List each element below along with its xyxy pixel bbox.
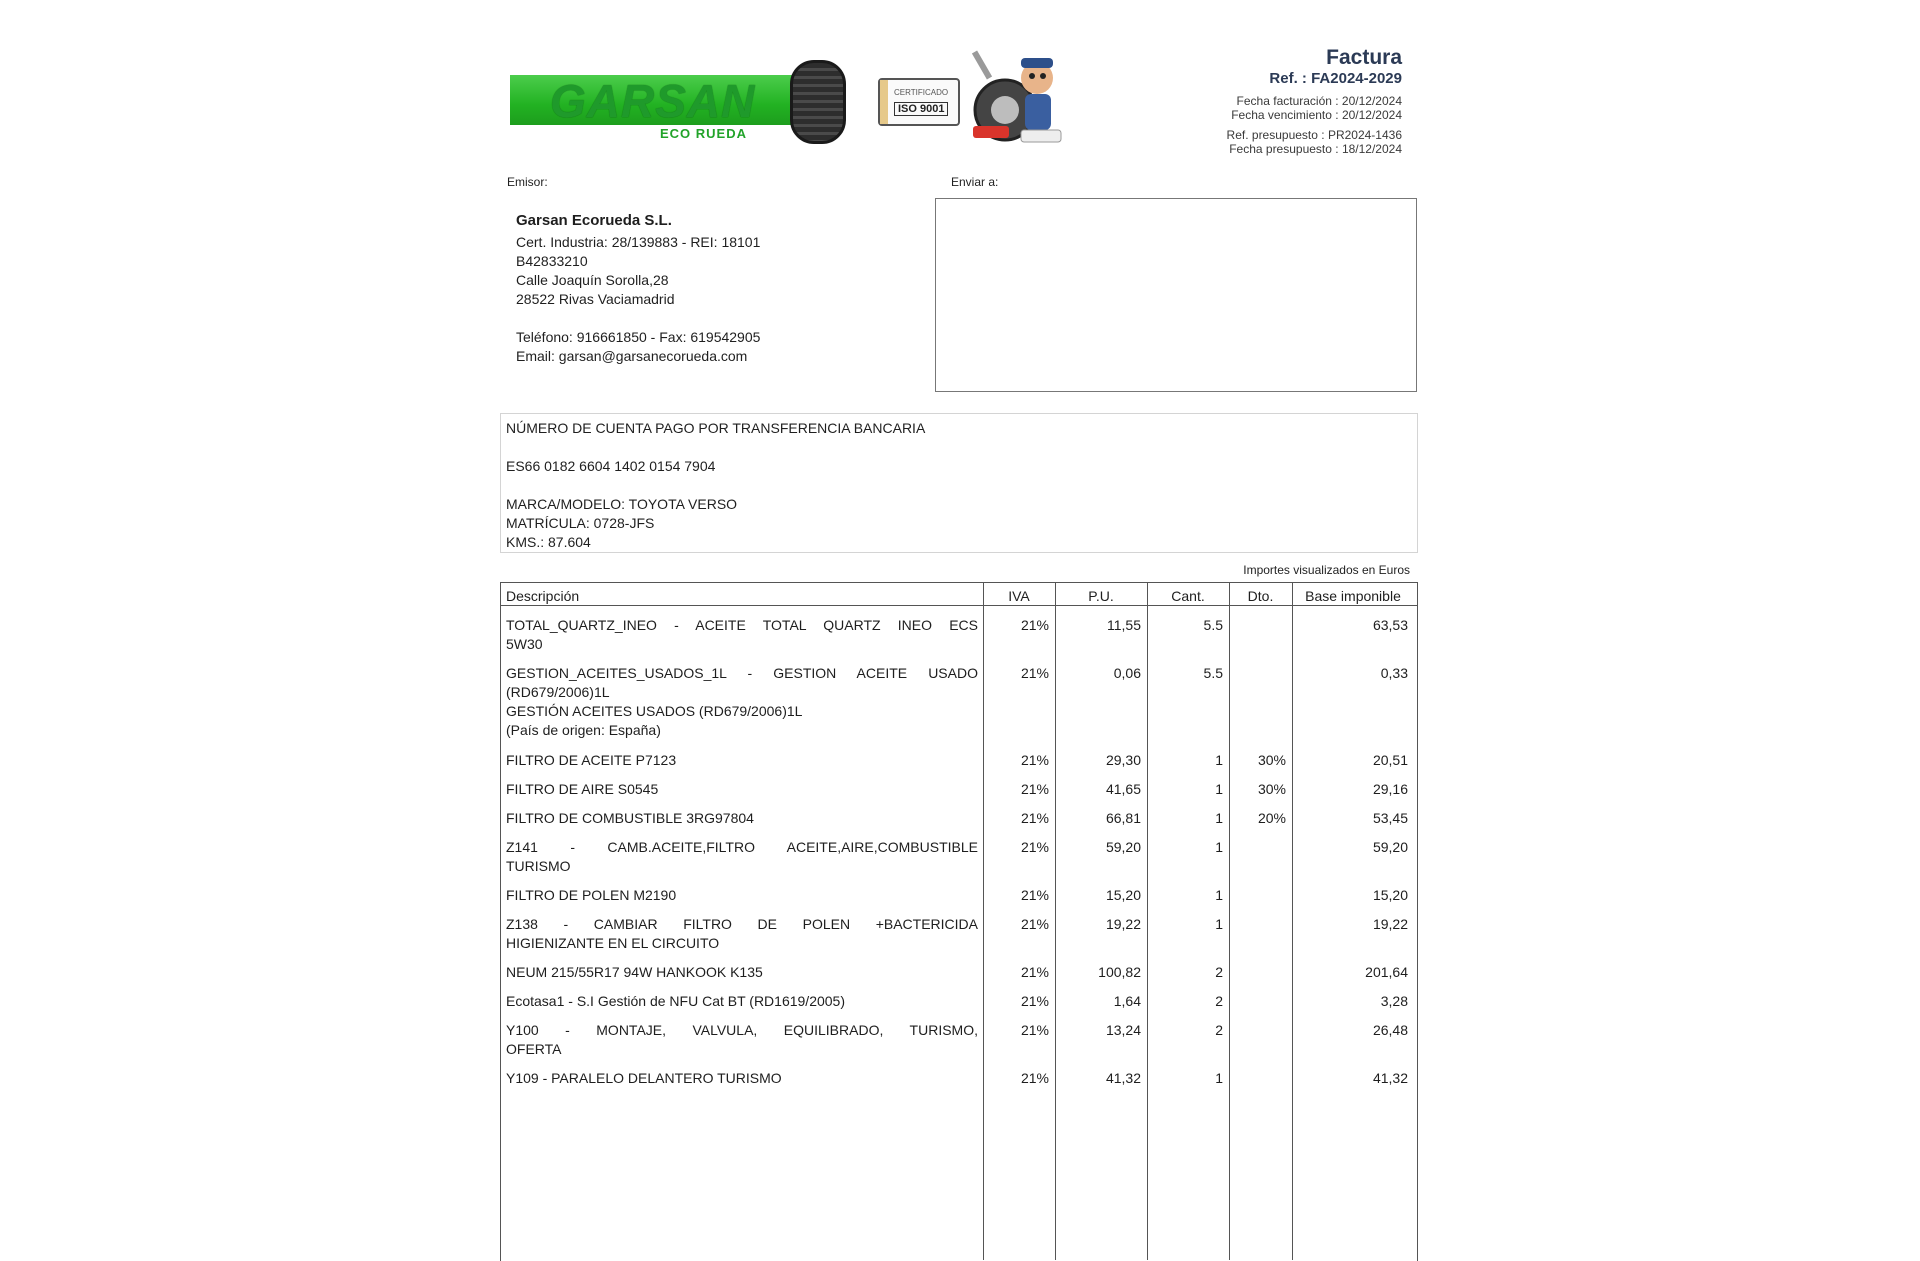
- row-qty: 1: [1215, 810, 1223, 826]
- row-description-line: Y100 - MONTAJE, VALVULA, EQUILIBRADO, TURISMO,: [506, 1022, 978, 1038]
- brand-tagline: ECO RUEDA: [660, 126, 748, 141]
- row-description: [506, 992, 978, 1011]
- row-vat: 21%: [1020, 1070, 1049, 1086]
- row-description-line: Y109 - PARALELO DELANTERO TURISMO: [506, 1070, 782, 1086]
- row-pu: 11,55: [1107, 617, 1141, 633]
- row-qty: 2: [1215, 964, 1223, 980]
- row-qty: 2: [1215, 993, 1223, 1009]
- header-discount: Dto.: [1247, 588, 1274, 604]
- emitter-email: Email: garsan@garsanecorueda.com: [516, 348, 748, 364]
- row-pu: 13,24: [1105, 1022, 1141, 1038]
- row-description: [506, 780, 978, 799]
- row-vat: 21%: [1020, 916, 1049, 932]
- row-base: 0,33: [1380, 665, 1408, 681]
- iso-label: ISO 9001: [894, 102, 948, 116]
- row-description: [506, 1021, 978, 1059]
- iso-certificate-badge: [878, 78, 960, 126]
- row-pu: 15,20: [1105, 887, 1141, 903]
- row-description-line: FILTRO DE ACEITE P7123: [506, 752, 677, 768]
- row-description: [506, 616, 978, 654]
- row-vat: 21%: [1020, 887, 1049, 903]
- row-base: 63,53: [1372, 617, 1408, 633]
- invoice-date: Fecha facturación : 20/12/2024: [1236, 94, 1402, 108]
- row-pu: 19,22: [1105, 916, 1141, 932]
- row-description: [506, 915, 978, 953]
- emitter-tax-id: B42833210: [516, 253, 588, 269]
- row-description: [506, 809, 978, 828]
- row-dto: 30%: [1257, 781, 1286, 797]
- row-description: [506, 886, 978, 905]
- table-header-divider: [500, 605, 1418, 606]
- row-vat: 21%: [1020, 993, 1049, 1009]
- row-pu: 29,30: [1105, 752, 1141, 768]
- emitter-phone: Teléfono: 916661850 - Fax: 619542905: [516, 329, 761, 345]
- header-description: Descripción: [506, 588, 580, 604]
- row-description: [506, 664, 978, 740]
- header-base: Base imponible: [1305, 588, 1401, 604]
- row-qty: 2: [1215, 1022, 1223, 1038]
- row-qty: 1: [1215, 781, 1223, 797]
- header-unit-price: P.U.: [1088, 588, 1114, 604]
- row-qty: 1: [1215, 839, 1223, 855]
- row-description-line: 5W30: [506, 636, 543, 652]
- row-pu: 59,20: [1105, 839, 1141, 855]
- row-description: [506, 751, 978, 770]
- row-pu: 0,06: [1113, 665, 1141, 681]
- row-base: 15,20: [1372, 887, 1408, 903]
- row-description-line: (País de origen: España): [506, 722, 661, 738]
- row-description-line: GESTIÓN ACEITES USADOS (RD679/2006)1L: [506, 703, 803, 719]
- vehicle-kms: KMS.: 87.604: [506, 534, 591, 550]
- row-base: 41,32: [1372, 1070, 1408, 1086]
- row-base: 59,20: [1372, 839, 1408, 855]
- row-dto: 20%: [1257, 810, 1286, 826]
- row-dto: 30%: [1257, 752, 1286, 768]
- vehicle-plate: MATRÍCULA: 0728-JFS: [506, 515, 655, 531]
- row-base: 26,48: [1372, 1022, 1408, 1038]
- row-qty: 1: [1215, 887, 1223, 903]
- row-description-line: TOTAL_QUARTZ_INEO - ACEITE TOTAL QUARTZ INEO ECS: [506, 617, 978, 633]
- recipient-label: Enviar a:: [951, 175, 999, 189]
- row-qty: 1: [1215, 916, 1223, 932]
- row-pu: 41,32: [1105, 1070, 1141, 1086]
- row-description-line: Z141 - CAMB.ACEITE,FILTRO ACEITE,AIRE,COMBUSTIBLE: [506, 839, 978, 855]
- invoice-due-date: Fecha vencimiento : 20/12/2024: [1231, 108, 1402, 122]
- row-vat: 21%: [1020, 964, 1049, 980]
- row-description-line: Ecotasa1 - S.I Gestión de NFU Cat BT (RD1619/2005): [506, 993, 846, 1009]
- row-description-line: HIGIENIZANTE EN EL CIRCUITO: [506, 935, 720, 951]
- emitter-label: Emisor:: [507, 175, 548, 189]
- row-base: 3,28: [1380, 993, 1408, 1009]
- row-description-line: NEUM 215/55R17 94W HANKOOK K135: [506, 964, 763, 980]
- row-base: 19,22: [1372, 916, 1408, 932]
- row-base: 29,16: [1372, 781, 1408, 797]
- row-description-line: FILTRO DE COMBUSTIBLE 3RG97804: [506, 810, 754, 826]
- row-description-line: FILTRO DE AIRE S0545: [506, 781, 659, 797]
- header-quantity: Cant.: [1171, 588, 1205, 604]
- row-pu: 41,65: [1105, 781, 1141, 797]
- row-vat: 21%: [1020, 617, 1049, 633]
- row-pu: 66,81: [1105, 810, 1141, 826]
- recipient-address-box: [935, 198, 1417, 392]
- row-pu: 1,64: [1113, 993, 1141, 1009]
- vehicle-model: MARCA/MODELO: TOYOTA VERSO: [506, 496, 738, 512]
- row-description: [506, 838, 978, 876]
- row-qty: 5.5: [1203, 617, 1223, 633]
- row-base: 53,45: [1372, 810, 1408, 826]
- row-vat: 21%: [1020, 752, 1049, 768]
- quote-reference: Ref. presupuesto : PR2024-1436: [1226, 128, 1402, 142]
- row-description-line: Z138 - CAMBIAR FILTRO DE POLEN +BACTERICIDA: [506, 916, 978, 932]
- row-description: [506, 963, 978, 982]
- row-description-line: OFERTA: [506, 1041, 562, 1057]
- emitter-street: Calle Joaquín Sorolla,28: [516, 272, 669, 288]
- row-description-line: TURISMO: [506, 858, 571, 874]
- header-vat: IVA: [1008, 588, 1030, 604]
- row-vat: 21%: [1020, 665, 1049, 681]
- row-description-line: GESTION_ACEITES_USADOS_1L - GESTION ACEITE USADO: [506, 665, 978, 681]
- payment-iban: ES66 0182 6604 1402 0154 7904: [506, 458, 716, 474]
- emitter-cert: Cert. Industria: 28/139883 - REI: 18101: [516, 234, 761, 250]
- mechanic-mascot-icon: [965, 48, 1075, 146]
- row-base: 201,64: [1365, 964, 1408, 980]
- currency-note: Importes visualizados en Euros: [1243, 563, 1410, 577]
- row-qty: 1: [1215, 752, 1223, 768]
- row-qty: 1: [1215, 1070, 1223, 1086]
- row-vat: 21%: [1020, 839, 1049, 855]
- row-pu: 100,82: [1098, 964, 1141, 980]
- row-qty: 5.5: [1203, 665, 1223, 681]
- invoice-title: Factura: [1326, 46, 1402, 69]
- quote-date: Fecha presupuesto : 18/12/2024: [1229, 142, 1402, 156]
- row-description: [506, 1069, 978, 1088]
- row-vat: 21%: [1020, 1022, 1049, 1038]
- brand-logo-text: GARSAN: [550, 75, 756, 127]
- row-vat: 21%: [1020, 781, 1049, 797]
- iso-caption: CERTIFICADO: [894, 88, 949, 97]
- emitter-city: 28522 Rivas Vaciamadrid: [516, 291, 675, 307]
- column-divider: [1229, 582, 1230, 1260]
- payment-heading: NÚMERO DE CUENTA PAGO POR TRANSFERENCIA BANCARIA: [506, 420, 926, 436]
- row-description-line: FILTRO DE POLEN M2190: [506, 887, 677, 903]
- tire-icon: [790, 60, 846, 144]
- iso-stripe: [880, 80, 888, 124]
- row-base: 20,51: [1372, 752, 1408, 768]
- emitter-name: Garsan Ecorueda S.L.: [516, 212, 672, 229]
- invoice-reference: Ref. : FA2024-2029: [1269, 70, 1402, 87]
- row-description-line: (RD679/2006)1L: [506, 684, 610, 700]
- row-vat: 21%: [1020, 810, 1049, 826]
